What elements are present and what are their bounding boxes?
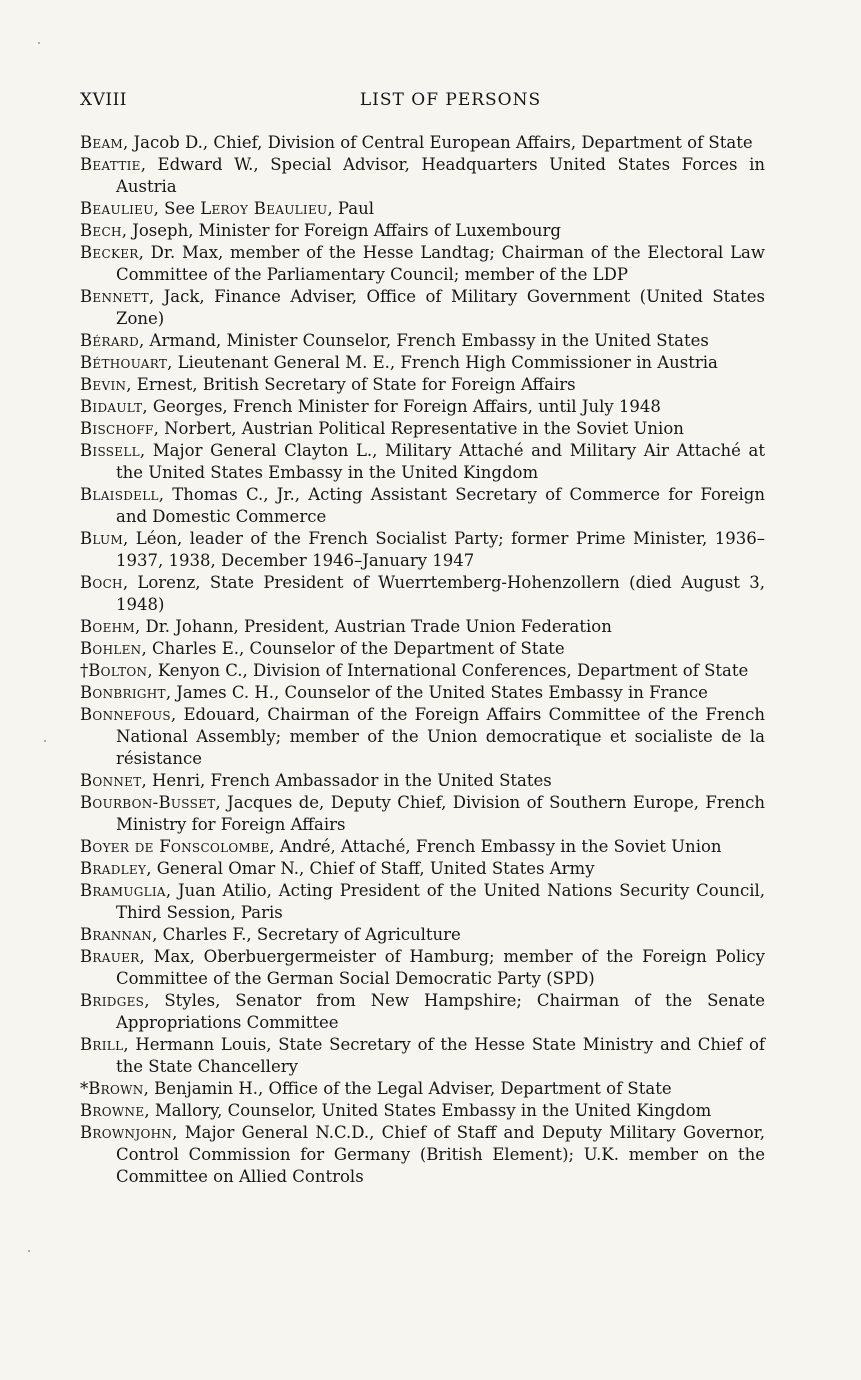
entry-description: , Jacob D., Chief, Division of Central European Affairs, Department of State: [123, 133, 753, 152]
entry-surname: Bonnet: [80, 771, 142, 790]
person-entry: [80, 286, 765, 330]
entry-surname: Beam: [80, 133, 124, 152]
person-entry: [80, 836, 765, 858]
entry-description: , See: [153, 199, 201, 218]
person-entry: [80, 132, 765, 154]
person-entry: [80, 946, 765, 990]
entry-description: , Léon, leader of the French Socialist Party; former Prime Minister, 1936–1937, 1938, December 1946–January 1947: [116, 529, 765, 570]
entry-surname: Bramuglia: [80, 881, 166, 900]
entry-surname: Bolton: [88, 661, 148, 680]
person-entry: [80, 572, 765, 616]
entry-description: , Edouard, Chairman of the Foreign Affairs Committee of the French National Assembly; member of the Union democratique et socialiste de la résistance: [116, 705, 765, 768]
person-entry: [80, 1078, 765, 1100]
person-entry: [80, 660, 765, 682]
person-entry: [80, 418, 765, 440]
person-entry: [80, 528, 765, 572]
entry-description: , Edward W., Special Advisor, Headquarters United States Forces in Austria: [116, 155, 765, 196]
entry-description: , Hermann Louis, State Secretary of the Hesse State Ministry and Chief of the State Chancellery: [116, 1035, 765, 1076]
entry-surname: Bennett: [80, 287, 149, 306]
entry-description: , Juan Atilio, Acting President of the United Nations Security Council, Third Session, Paris: [116, 881, 765, 922]
entry-surname: Béthouart: [80, 353, 168, 372]
entry-description: , André, Attaché, French Embassy in the Soviet Union: [269, 837, 722, 856]
person-entry: [80, 242, 765, 286]
entry-surname: Bidault: [80, 397, 143, 416]
entry-description: , Dr. Max, member of the Hesse Landtag; Chairman of the Electoral Law Committee of the Parliamentary Council; member of the LDP: [116, 243, 765, 284]
entry-surname: Beaulieu: [80, 199, 154, 218]
person-entry: [80, 1034, 765, 1078]
entry-surname: Browne: [80, 1101, 145, 1120]
entry-surname: Boyer de Fonscolombe: [80, 837, 270, 856]
entry-surname: Blum: [80, 529, 124, 548]
entry-surname: Brown: [88, 1079, 144, 1098]
person-entry: [80, 198, 765, 220]
person-entry: [80, 484, 765, 528]
page-speck: [44, 740, 46, 742]
person-entry: [80, 330, 765, 352]
entry-description: , James C. H., Counselor of the United States Embassy in France: [165, 683, 708, 702]
entry-description: , Kenyon C., Division of International Conferences, Department of State: [147, 661, 749, 680]
entry-crossref-name: Leroy Beaulieu: [200, 199, 328, 218]
person-entry: [80, 990, 765, 1034]
entry-surname: Becker: [80, 243, 139, 262]
person-entry: [80, 770, 765, 792]
entry-surname: Bradley: [80, 859, 147, 878]
entry-description: , Henri, French Ambassador in the United States: [141, 771, 552, 790]
entry-description: , Benjamin H., Office of the Legal Adviser, Department of State: [143, 1079, 672, 1098]
entry-surname: Bischoff: [80, 419, 154, 438]
person-entry: [80, 374, 765, 396]
entry-surname: Boch: [80, 573, 123, 592]
entry-description: , Thomas C., Jr., Acting Assistant Secretary of Commerce for Foreign and Domestic Commerce: [116, 485, 765, 526]
entry-surname: Brill: [80, 1035, 124, 1054]
entry-description: , Lieutenant General M. E., French High Commissioner in Austria: [167, 353, 718, 372]
entry-surname: Brauer: [80, 947, 140, 966]
entry-description: , Major General N.C.D., Chief of Staff and Deputy Military Governor, Control Commission for Germany (British Element); U.K. member on the Committee on Allied Controls: [116, 1123, 765, 1186]
person-entry: [80, 1100, 765, 1122]
entry-surname: Brannan: [80, 925, 153, 944]
entry-surname: Bissell: [80, 441, 140, 460]
person-entry: [80, 880, 765, 924]
person-entry: [80, 858, 765, 880]
entry-description: , Max, Oberbuergermeister of Hamburg; member of the Foreign Policy Committee of the German Social Democratic Party (SPD): [116, 947, 765, 988]
person-entry: [80, 220, 765, 242]
entry-surname: Bevin: [80, 375, 127, 394]
entry-surname: Bérard: [80, 331, 140, 350]
running-head: LIST OF PERSONS: [359, 90, 542, 110]
person-entry: [80, 352, 765, 374]
page-speck: [28, 1250, 30, 1252]
entry-description: , Armand, Minister Counselor, French Embassy in the United States: [139, 331, 709, 350]
entry-description: , Charles E., Counselor of the Department of State: [141, 639, 565, 658]
person-entry: [80, 154, 765, 198]
entry-surname: Beattie: [80, 155, 141, 174]
entry-mark: *: [80, 1079, 89, 1098]
entry-description: , Joseph, Minister for Foreign Affairs of Luxembourg: [121, 221, 561, 240]
entry-surname: Bridges: [80, 991, 145, 1010]
entry-surname: Blaisdell: [80, 485, 159, 504]
entry-crossref-description: , Paul: [327, 199, 375, 218]
persons-list: [80, 132, 765, 1188]
page-speck: [38, 42, 40, 44]
entry-description: , Ernest, British Secretary of State for Foreign Affairs: [126, 375, 576, 394]
person-entry: [80, 924, 765, 946]
entry-surname: Bonbright: [80, 683, 166, 702]
entry-description: , Lorenz, State President of Wuerrtemberg-Hohenzollern (died August 3, 1948): [116, 573, 765, 614]
page-number: XVIII: [80, 90, 128, 110]
entry-surname: Boehm: [80, 617, 135, 636]
entry-surname: Bourbon-Busset: [80, 793, 216, 812]
entry-surname: Bonnefous: [80, 705, 171, 724]
entry-description: , Charles F., Secretary of Agriculture: [152, 925, 461, 944]
person-entry: [80, 792, 765, 836]
entry-description: , Jacques de, Deputy Chief, Division of Southern Europe, French Ministry for Foreign Affairs: [116, 793, 765, 834]
entry-description: , Mallory, Counselor, United States Embassy in the United Kingdom: [144, 1101, 712, 1120]
entry-surname: Brownjohn: [80, 1123, 173, 1142]
person-entry: [80, 616, 765, 638]
person-entry: [80, 704, 765, 770]
entry-description: , Major General Clayton L., Military Attaché and Military Air Attaché at the United States Embassy in the United Kingdom: [116, 441, 765, 482]
entry-description: , General Omar N., Chief of Staff, United States Army: [146, 859, 595, 878]
person-entry: [80, 1122, 765, 1188]
entry-surname: Bech: [80, 221, 122, 240]
person-entry: [80, 440, 765, 484]
person-entry: [80, 638, 765, 660]
entry-mark: †: [80, 661, 89, 680]
entry-description: , Jack, Finance Adviser, Office of Military Government (United States Zone): [116, 287, 765, 328]
entry-description: , Dr. Johann, President, Austrian Trade Union Federation: [134, 617, 612, 636]
entry-description: , Styles, Senator from New Hampshire; Chairman of the Senate Appropriations Committee: [116, 991, 765, 1032]
person-entry: [80, 682, 765, 704]
entry-surname: Bohlen: [80, 639, 142, 658]
person-entry: [80, 396, 765, 418]
entry-description: , Norbert, Austrian Political Representative in the Soviet Union: [153, 419, 684, 438]
entry-description: , Georges, French Minister for Foreign Affairs, until July 1948: [142, 397, 661, 416]
